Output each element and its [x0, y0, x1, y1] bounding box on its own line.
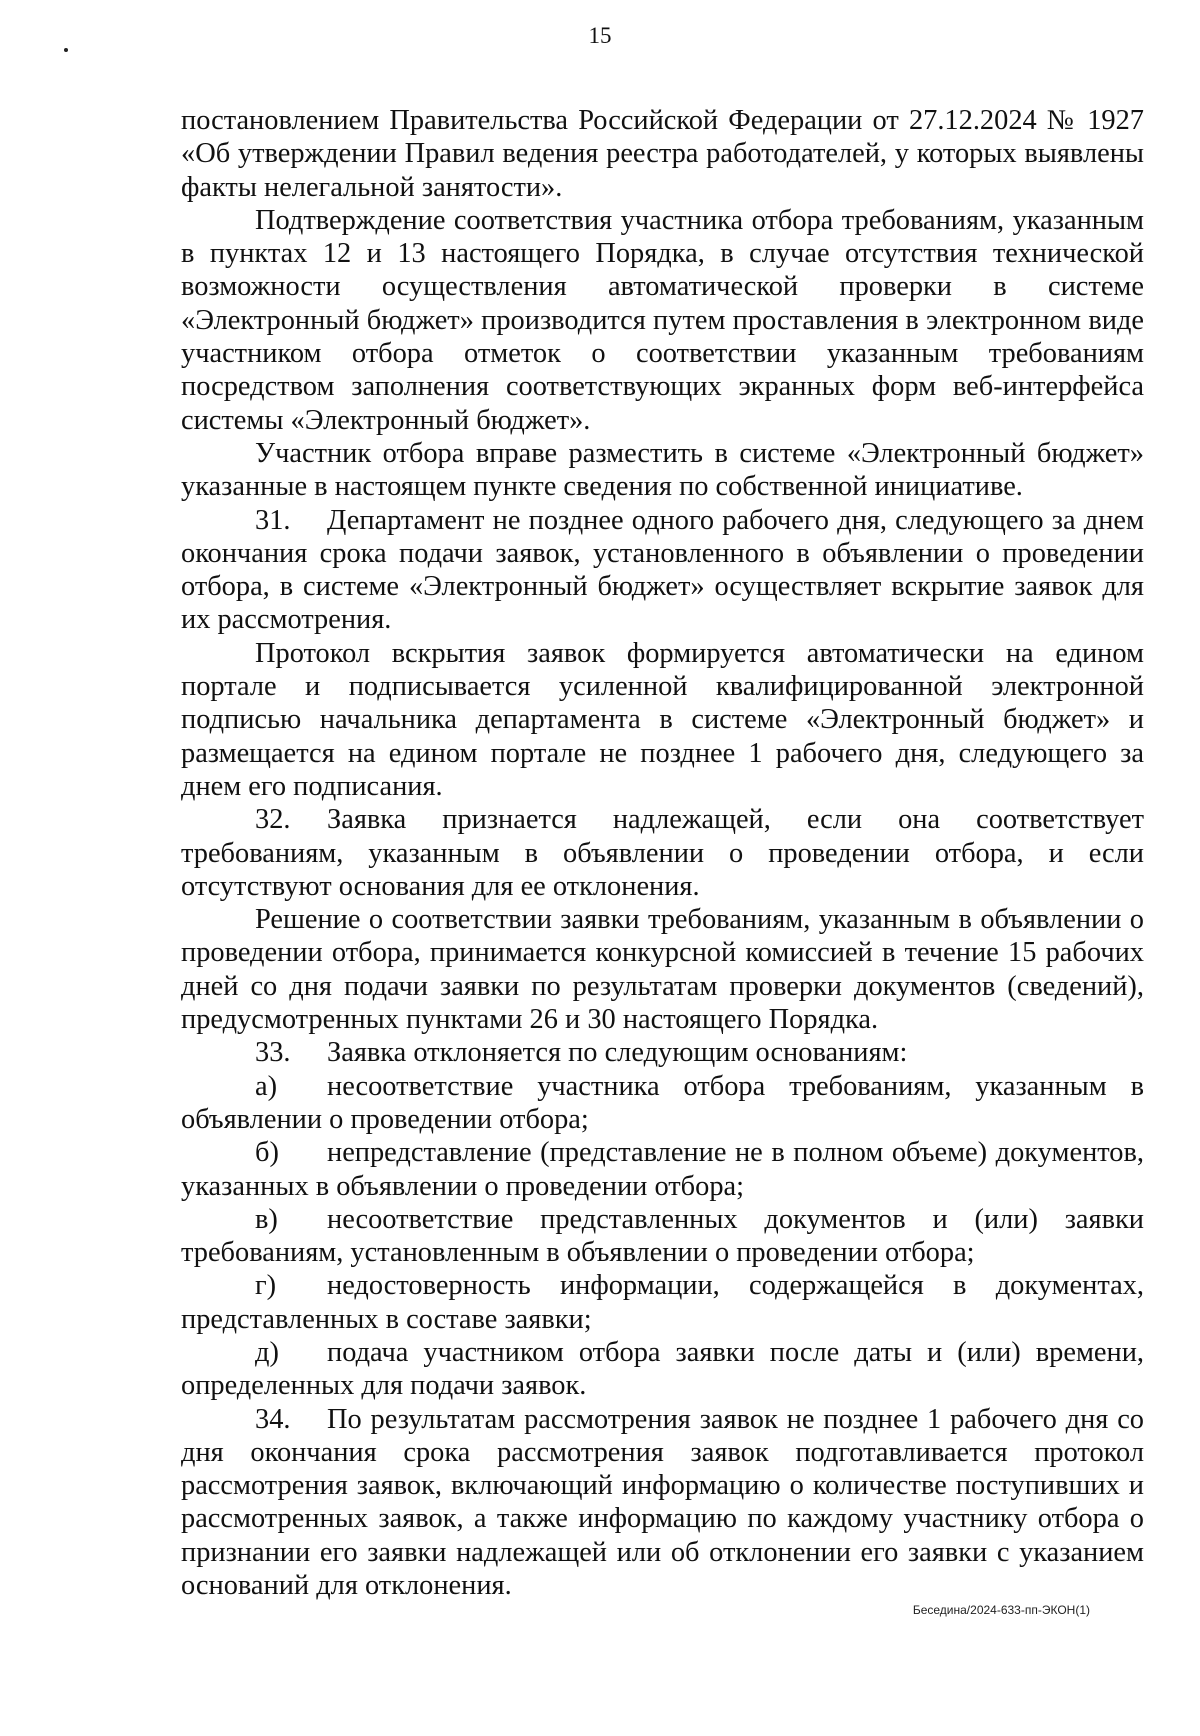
paragraph-text: Заявка признается надлежащей, если она соответствует требованиям, указанным в объявлении о проведении отбора, и если отсутствуют основания для ее отклонения. [181, 804, 1144, 902]
paragraph [181, 204, 1144, 437]
paragraph-text: Подтверждение соответствия участника отбора требованиям, указанным в пунктах 12 и 13 настоящего Порядка, в случае отсутствия технической возможности осуществления автоматической проверки в системе «Электронный бюджет» производится путем проставления в электронном виде участником отбора отметок о соответствии указанным требованиям посредством заполнения соответствующих экранных форм веб-интерфейса системы «Электронный бюджет». [181, 204, 1144, 436]
scan-artifact-dot [64, 48, 68, 52]
paragraph-text: Департамент не позднее одного рабочего дня, следующего за днем окончания срока подачи заявок, установленного в объявлении о проведении отбора, в системе «Электронный бюджет» осуществляет вскрытие заявок для их рассмотрения. [181, 504, 1144, 636]
paragraph-text: несоответствие участника отбора требованиям, указанным в объявлении о проведении отбора; [181, 1070, 1144, 1135]
numbered-paragraph [181, 1269, 1144, 1336]
paragraph-text: Участник отбора вправе разместить в системе «Электронный бюджет» указанные в настоящем пункте сведения по собственной инициативе. [181, 437, 1144, 503]
paragraph [181, 637, 1144, 803]
numbered-paragraph [181, 1336, 1144, 1403]
page-number: 15 [588, 23, 612, 48]
paragraph-number: в) [255, 1203, 278, 1235]
paragraph-number: 32. [255, 804, 291, 836]
paragraph-number: 34. [255, 1403, 291, 1435]
paragraph-text: недостоверность информации, содержащейся в документах, представленных в составе заявки; [181, 1270, 1144, 1335]
paragraph-number: г) [255, 1270, 277, 1302]
numbered-paragraph [181, 504, 1144, 637]
paragraph-text: непредставление (представление не в полном объеме) документов, указанных в объявлении о проведении отбора; [181, 1137, 1144, 1202]
paragraph-number: д) [255, 1336, 279, 1368]
paragraph-text: несоответствие представленных документов и (или) заявки требованиям, установленным в объявлении о проведении отбора; [181, 1203, 1144, 1269]
paragraph-text: Решение о соответствии заявки требованиям, указанным в объявлении о проведении отбора, принимается конкурсной комиссией в течение 15 рабочих дней со дня подачи заявки по результатам проверки документов (сведений), предусмотренных пунктами 26 и 30 настоящего Порядка. [181, 904, 1144, 1036]
document-body [181, 104, 1144, 1602]
numbered-paragraph [181, 1203, 1144, 1270]
paragraph-text: постановлением Правительства Российской Федерации от 27.12.2024 № 1927 «Об утверждении Правил ведения реестра работодателей, у которых выявлены факты нелегальной занятости». [181, 105, 1144, 203]
paragraph-text: Заявка отклоняется по следующим основаниям: [327, 1037, 908, 1069]
paragraph [181, 903, 1144, 1036]
numbered-paragraph [181, 1403, 1144, 1603]
numbered-paragraph [181, 1136, 1144, 1203]
paragraph-number: а) [255, 1070, 278, 1102]
paragraph-number: 33. [255, 1037, 291, 1069]
numbered-paragraph [181, 803, 1144, 903]
document-footer-reference: Беседина/2024-633-пп-ЭКОН(1) [912, 1603, 1090, 1617]
paragraph [181, 104, 1144, 204]
paragraph-text: подача участником отбора заявки после даты и (или) времени, определенных для подачи заявок. [181, 1336, 1144, 1402]
paragraph-text: Протокол вскрытия заявок формируется автоматически на едином портале и подписывается усиленной квалифицированной электронной подписью начальника департамента в системе «Электронный бюджет» и размещается на едином портале не позднее 1 рабочего дня, следующего за днем его подписания. [181, 637, 1144, 802]
paragraph [181, 437, 1144, 504]
numbered-paragraph [181, 1070, 1144, 1137]
paragraph-text: По результатам рассмотрения заявок не позднее 1 рабочего дня со дня окончания срока рассмотрения заявок подготавливается протокол рассмотрения заявок, включающий информацию о количестве поступивших и рассмотренных заявок, а также информацию по каждому участнику отбора о признании его заявки надлежащей или об отклонении его заявки с указанием оснований для отклонения. [181, 1403, 1144, 1602]
paragraph-number: б) [255, 1137, 279, 1169]
numbered-paragraph [181, 1036, 1144, 1069]
paragraph-number: 31. [255, 504, 291, 536]
